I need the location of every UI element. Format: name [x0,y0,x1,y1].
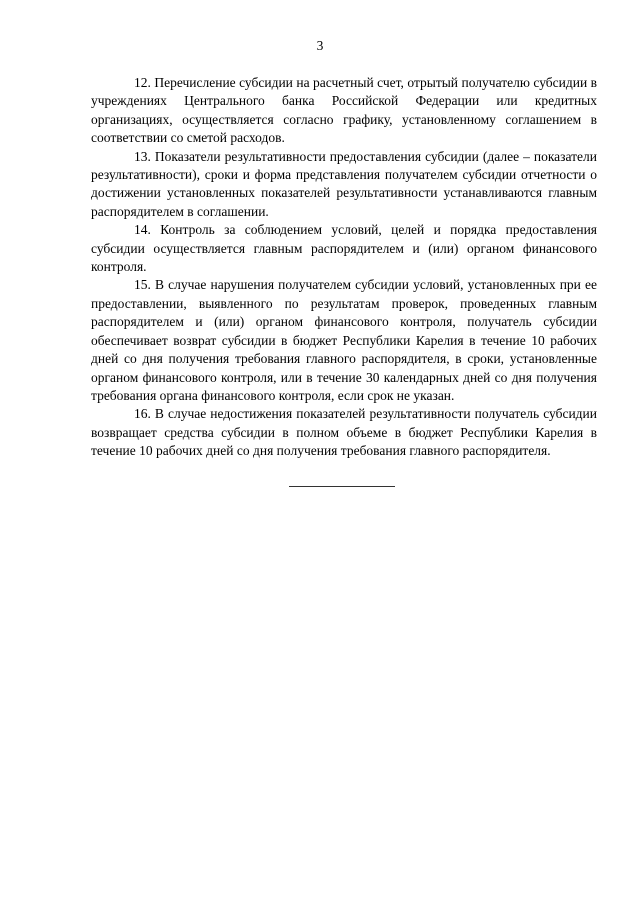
end-separator-line [289,486,395,487]
page-number: 3 [316,38,324,53]
paragraph-16: 16. В случае недостижения показателей результативности получатель субсидии возвращает средства субсидии в полном объеме в бюджет Республики Карелия в течение 10 рабочих дней со дня получения требования главного распорядителя. [91,406,597,459]
document-body [91,74,597,461]
paragraph-14: 14. Контроль за соблюдением условий, целей и порядка предоставления субсидии осуществляется главным распорядителем и (или) органом финансового контроля. [91,222,597,275]
paragraph-13: 13. Показатели результативности предоставления субсидии (далее – показатели результативности), сроки и форма представления получателем субсидии отчетности о достижении установленных показателей результативности устанавливаются главным распорядителем в соглашении. [91,148,597,219]
paragraph-15: 15. В случае нарушения получателем субсидии условий, установленных при ее предоставлении, выявленного по результатам проверок, проведенных главным распорядителем и (или) органом финансового контроля, получатель субсидии обеспечивает возврат субсидии в бюджет Республики Карелия в течение 10 рабочих дней со дня получения требования главного распорядителя, в сроки, установленные органом финансового контроля, или в течение 30 календарных дней со дня получения требования органа финансового контроля, если срок не указан. [91,277,597,403]
paragraph-12: 12. Перечисление субсидии на расчетный счет, отрытый получателю субсидии в учреждениях Центрального банка Российской Федерации или кредитных организациях, осуществляется согласно графику, установленному соглашением в соответствии со сметой расходов. [91,75,597,146]
